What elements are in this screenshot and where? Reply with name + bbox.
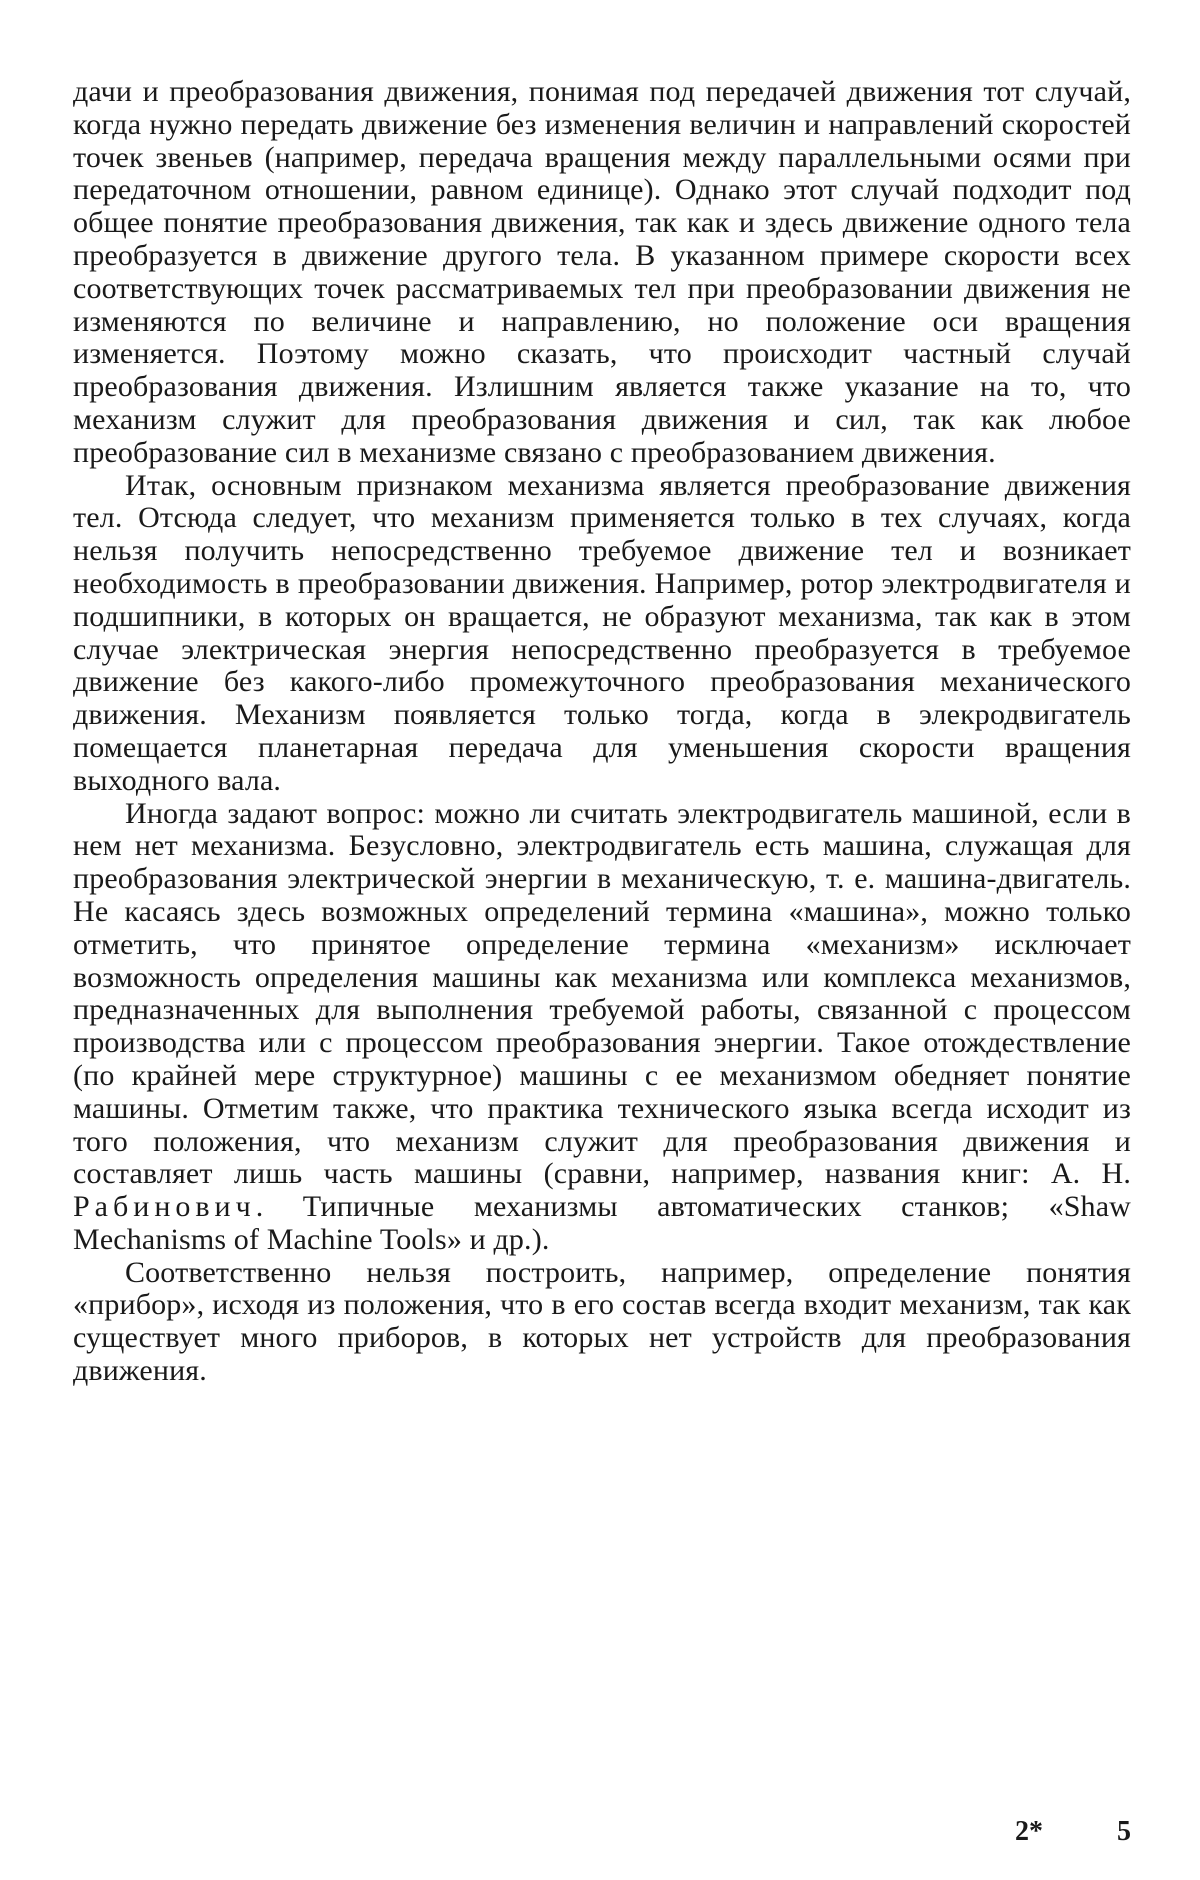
paragraph-1: дачи и преобразования движения, понимая под передачей движения тот случай, когда нужно передать движение без изменения величин и направлений скоростей точек звеньев (например, передача вращения между параллельными осями при передаточном отношении, равном единице). Однако этот случай подходит под общее понятие преобразования движения, так как и здесь движение одного тела преобразуется в движение другого тела. В указанном примере скорости всех соответствующих точек рассматриваемых тел при преобразовании движения не изменяются по величине и направлению, но положение оси вращения изменяется. Поэтому можно сказать, что происходит частный случай преобразования движения. Излишним является также указание на то, что механизм служит для преобразования движения и сил, так как любое преобразование сил в механизме связано с преобразованием движения. xyxy=(73,75,1131,469)
page-body xyxy=(73,75,1131,1847)
paragraph-2: Итак, основным признаком механизма является преобразование движения тел. Отсюда следует, что механизм применяется только в тех случаях, когда нельзя получить непосредственно требуемое движение тел и возникает необходимость в преобразовании движения. Например, ротор электродвигателя и подшипники, в которых он вращается, не образуют механизма, так как в этом случае электрическая энергия непосредственно преобразуется в требуемое движение без какого-либо промежуточного преобразования механического движения. Механизм появляется только тогда, когда в элекродвигатель помещается планетарная передача для уменьшения скорости вращения выходного вала. xyxy=(73,468,1131,797)
paragraph-3-text-before: Иногда задают вопрос: можно ли считать электродвигатель машиной, если в нем нет механизма. Безусловно, электродвигатель есть машина, служащая для преобразования электрической энергии в механическую, т. е. машина-двигатель. Не касаясь здесь возможных определений термина «машина», можно только отметить, что принятое определение термина «механизм» исключает возможность определения машины как механизма или комплекса механизмов, предназначенных для выполнения требуемой работы, связанной с процессом производства или с процессом преобразования энергии. Такое отождествление (по крайней мере структурное) машины с ее механизмом обедняет понятие машины. Отметим также, что практика технического языка всегда исходит из того положения, что механизм служит для преобразования движения и составляет лишь часть машины (сравни, например, названия книг: А. Н. xyxy=(73,796,1131,1191)
page-number: 5 xyxy=(1117,1816,1131,1847)
paragraph-4: Соответственно нельзя построить, например, определение понятия «прибор», исходя из положения, что в его состав всегда входит механизм, так как существует много приборов, в которых нет устройств для преобразования движения. xyxy=(73,1255,1131,1388)
signature-mark: 2* xyxy=(1015,1816,1043,1847)
paragraph-3 xyxy=(73,798,1131,1257)
author-name: Рабинович xyxy=(73,1190,256,1224)
paragraph-3-text-after: . Типичные механизмы автоматических станков; «Shaw Mechanisms of Machine Tools» и др.). xyxy=(73,1190,1131,1256)
page-footer xyxy=(73,1816,1131,1856)
